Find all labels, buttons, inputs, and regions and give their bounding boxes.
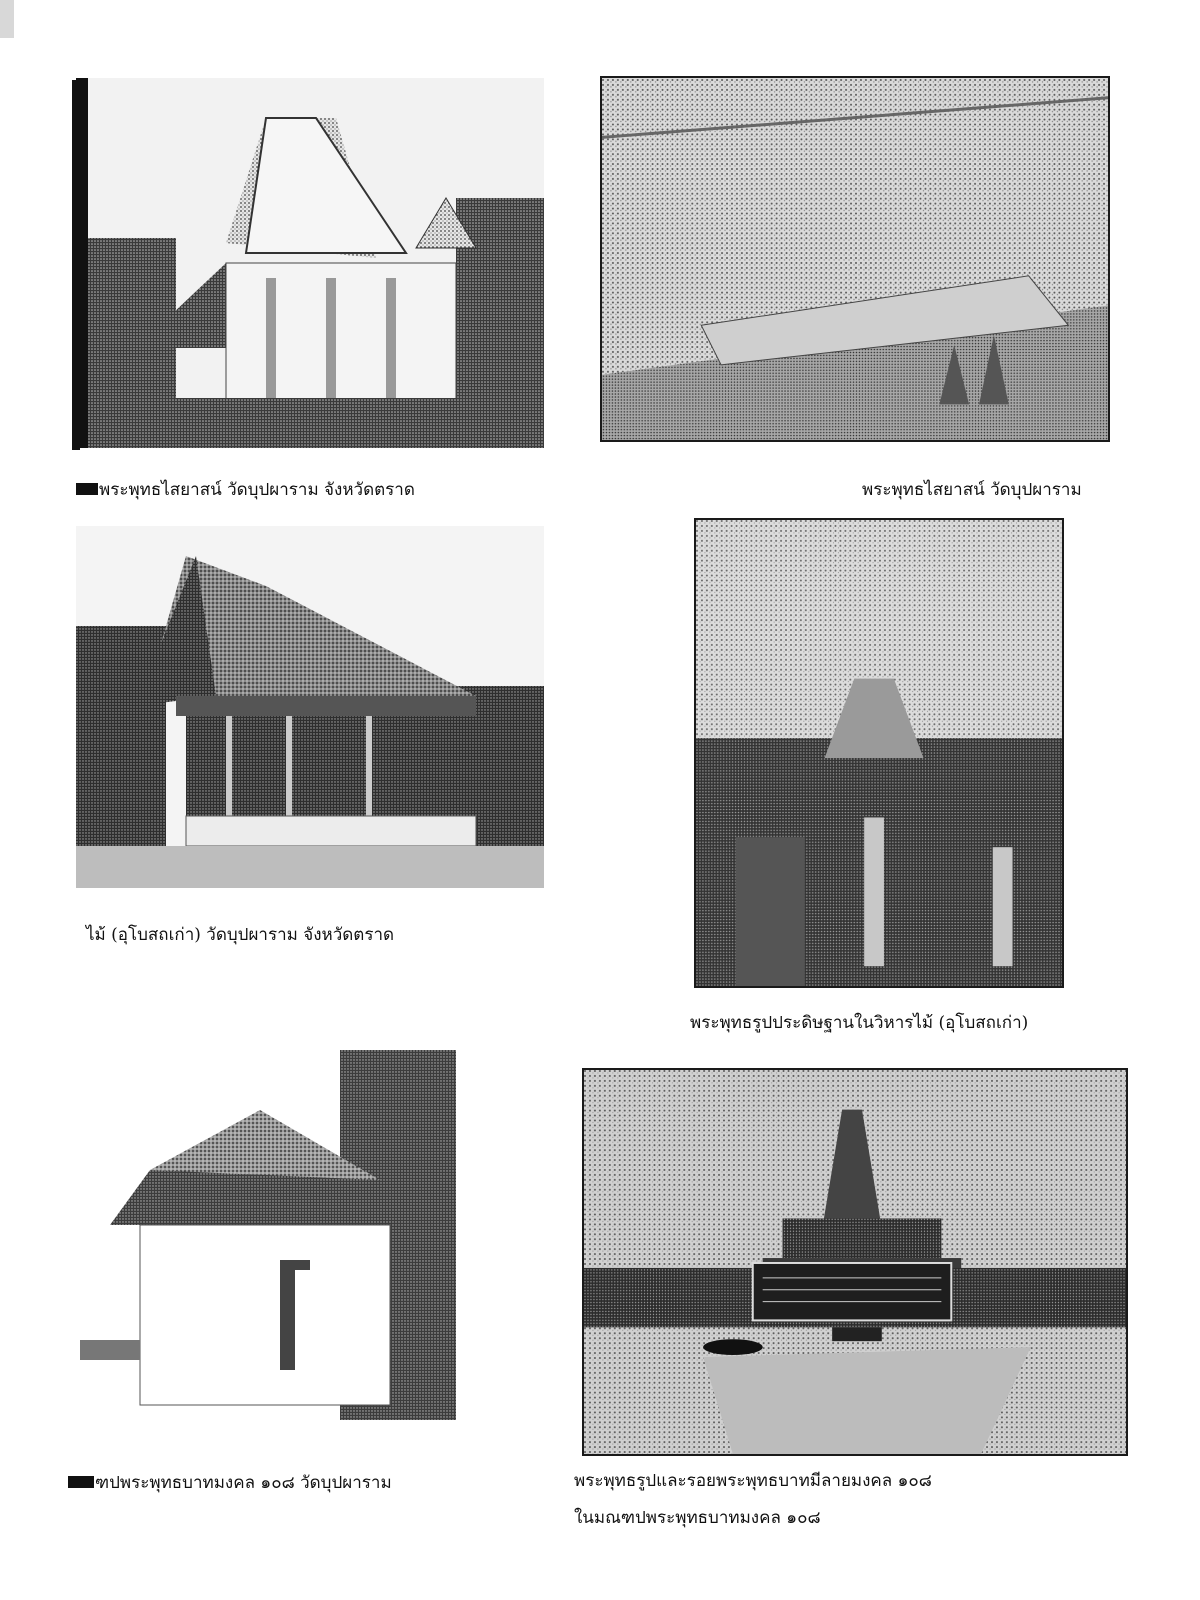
caption-plate-2: พระพุทธไสยาสน์ วัดบุปผาราม — [862, 480, 1082, 500]
photo-reclining-buddha-hall — [76, 78, 544, 448]
caption-plate-4: พระพุทธรูปประดิษฐานในวิหารไม้ (อุโบสถเก่า) — [690, 1013, 1029, 1033]
caption-plate-5: ฑปพระพุทธบาทมงคล ๑๐๘ วัดบุปผาราม — [68, 1473, 392, 1493]
photo-footprint-mandapa — [80, 1050, 456, 1420]
photo-buddha-image-in-hall — [694, 518, 1064, 988]
caption-redaction-mark — [68, 1476, 94, 1488]
caption-plate-6-line-2: ในมณฑปพระพุทธบาทมงคล ๑๐๘ — [574, 1508, 821, 1528]
caption-plate-1: พระพุทธไสยาสน์ วัดบุปผาราม จังหวัดตราด — [76, 480, 415, 500]
photo-buddha-footprint-108 — [582, 1068, 1128, 1456]
scan-edge-mark — [0, 0, 14, 38]
photo-old-ordination-hall — [76, 526, 544, 888]
caption-redaction-mark — [76, 483, 98, 495]
photo-reclining-buddha-mural — [600, 76, 1110, 442]
caption-plate-3: ไม้ (อุโบสถเก่า) วัดบุปผาราม จังหวัดตราด — [86, 925, 395, 945]
caption-plate-6-line-1: พระพุทธรูปและรอยพระพุทธบาทมีลายมงคล ๑๐๘ — [574, 1471, 932, 1491]
